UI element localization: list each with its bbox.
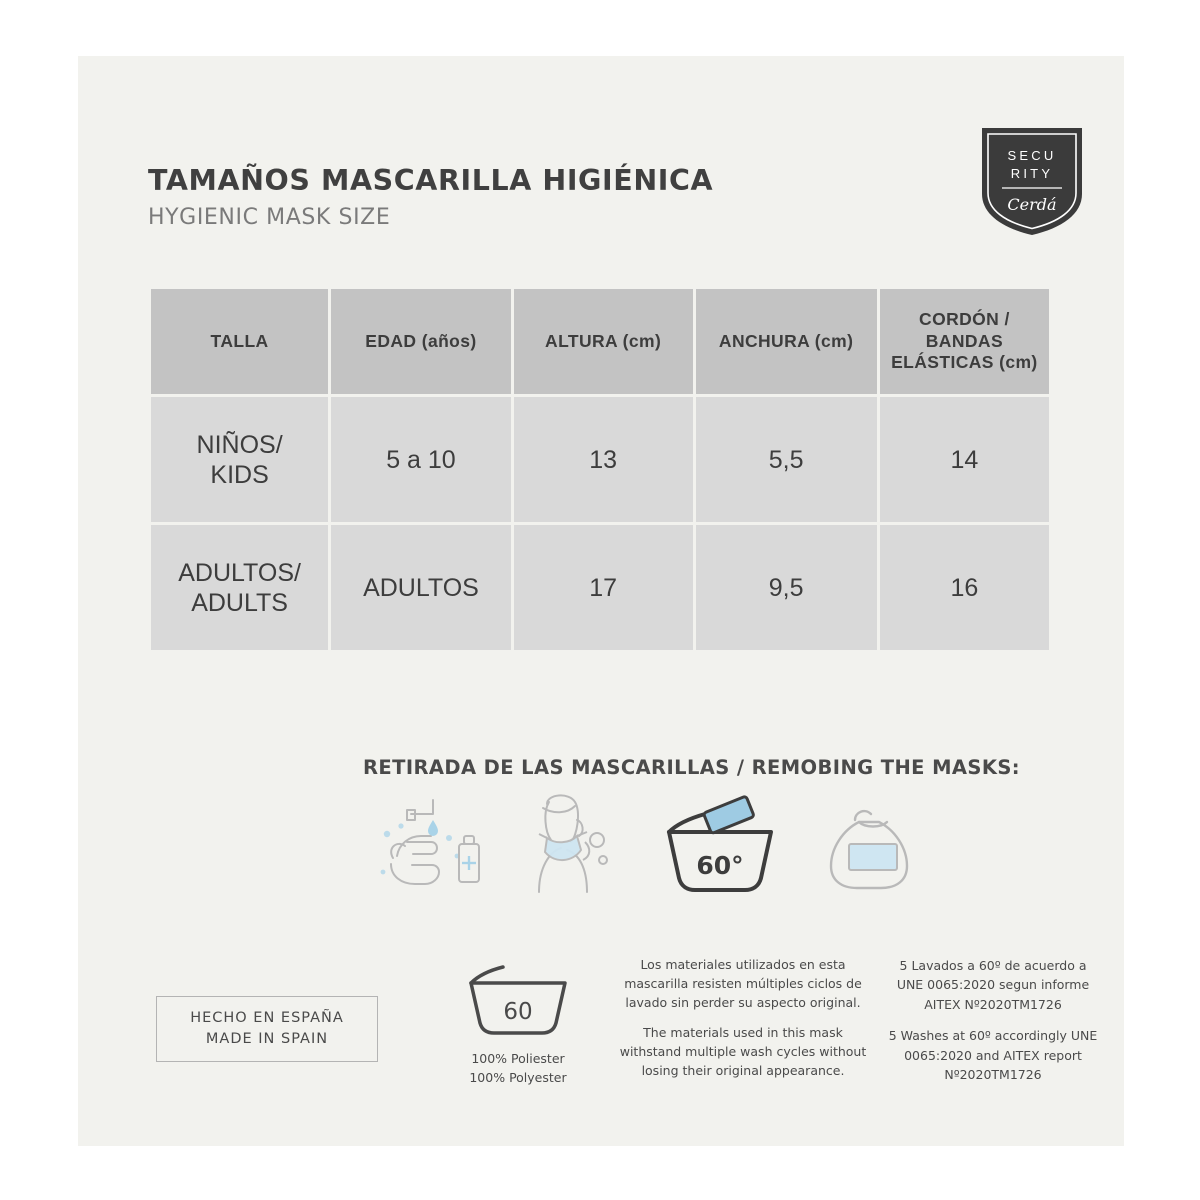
column-header-altura-label: ALTURA (cm)	[545, 330, 662, 351]
table-header-row	[151, 289, 1049, 394]
cell-cord-adults: 16	[880, 525, 1049, 650]
made-in-spain-box	[156, 996, 378, 1062]
cell-width-adults: 9,5	[696, 525, 877, 650]
cell-size-kids-line2: KIDS	[210, 460, 269, 489]
column-header-anchura	[696, 289, 877, 394]
size-table	[148, 286, 1052, 653]
certification-text-en: 5 Washes at 60º accordingly UNE 0065:2020 and AITEX report Nº2020TM1726	[888, 1028, 1098, 1082]
made-in-spain-en: MADE IN SPAIN	[205, 1031, 329, 1047]
materials-text-en: The materials used in this mask withstand multiple wash cycles without losing their original appearance.	[619, 1025, 867, 1078]
mask-removal-icon	[503, 786, 633, 911]
column-header-talla	[151, 289, 328, 394]
column-header-cordon	[880, 289, 1049, 394]
removal-icon-row	[363, 786, 923, 906]
laundry-bag-icon	[803, 786, 933, 911]
page-title-block	[148, 164, 713, 230]
cell-size-adults-line2: ADULTS	[191, 588, 288, 617]
page-subtitle: HYGIENIC MASK SIZE	[148, 205, 391, 230]
column-header-cordon-line2: ELÁSTICAS (cm)	[891, 352, 1038, 373]
column-header-cordon-line1: CORDÓN / BANDAS	[919, 308, 1010, 351]
materials-text-block	[618, 956, 868, 1093]
wash-tub-temp-label: 60	[503, 999, 533, 1025]
materials-text-es: Los materiales utilizados en esta mascarilla resisten múltiples ciclos de lavado sin perder su aspecto original.	[624, 957, 862, 1010]
cell-age-kids: 5 a 10	[331, 397, 511, 522]
badge-line2: RITY	[1010, 166, 1054, 181]
removal-section-title: RETIRADA DE LAS MASCARILLAS / REMOBING THE MASKS:	[363, 756, 1020, 779]
column-header-edad-label: EDAD (años)	[365, 330, 477, 351]
cell-cord-kids: 14	[880, 397, 1049, 522]
cell-height-adults: 17	[514, 525, 693, 650]
wash-temp-label: 60°	[696, 851, 744, 880]
shield-icon	[976, 122, 1088, 240]
cell-width-kids: 5,5	[696, 397, 877, 522]
composition-es: 100% Poliester	[471, 1051, 565, 1066]
hand-wash-icon	[363, 786, 493, 911]
cell-size-adults	[151, 525, 328, 650]
column-header-anchura-label: ANCHURA (cm)	[718, 330, 854, 351]
badge-brand: Cerdá	[1007, 195, 1057, 214]
cell-size-adults-line1: ADULTOS/	[178, 558, 301, 587]
badge-line1: SECU	[1007, 148, 1057, 163]
cell-height-kids: 13	[514, 397, 693, 522]
column-header-edad	[331, 289, 511, 394]
composition-en: 100% Polyester	[469, 1069, 567, 1085]
table-row	[151, 397, 1049, 522]
wash-tub-60-icon	[463, 961, 573, 1039]
page-title: TAMAÑOS MASCARILLA HIGIÉNICA	[148, 164, 714, 197]
table-row	[151, 525, 1049, 650]
cell-size-kids	[151, 397, 328, 522]
security-badge	[976, 122, 1088, 240]
cell-size-kids-line1: NIÑOS/	[196, 430, 283, 459]
column-header-talla-label: TALLA	[210, 330, 269, 351]
certification-text-block	[888, 956, 1098, 1096]
certification-text-es: 5 Lavados a 60º de acuerdo a UNE 0065:2020 segun informe AITEX Nº2020TM1726	[896, 958, 1090, 1012]
made-in-spain-es: HECHO EN ESPAÑA	[190, 1009, 344, 1026]
cell-age-adults: ADULTOS	[331, 525, 511, 650]
wash-60-icon	[653, 786, 788, 911]
column-header-altura	[514, 289, 693, 394]
wash-composition-block	[433, 961, 603, 1088]
info-sheet	[78, 56, 1124, 1146]
